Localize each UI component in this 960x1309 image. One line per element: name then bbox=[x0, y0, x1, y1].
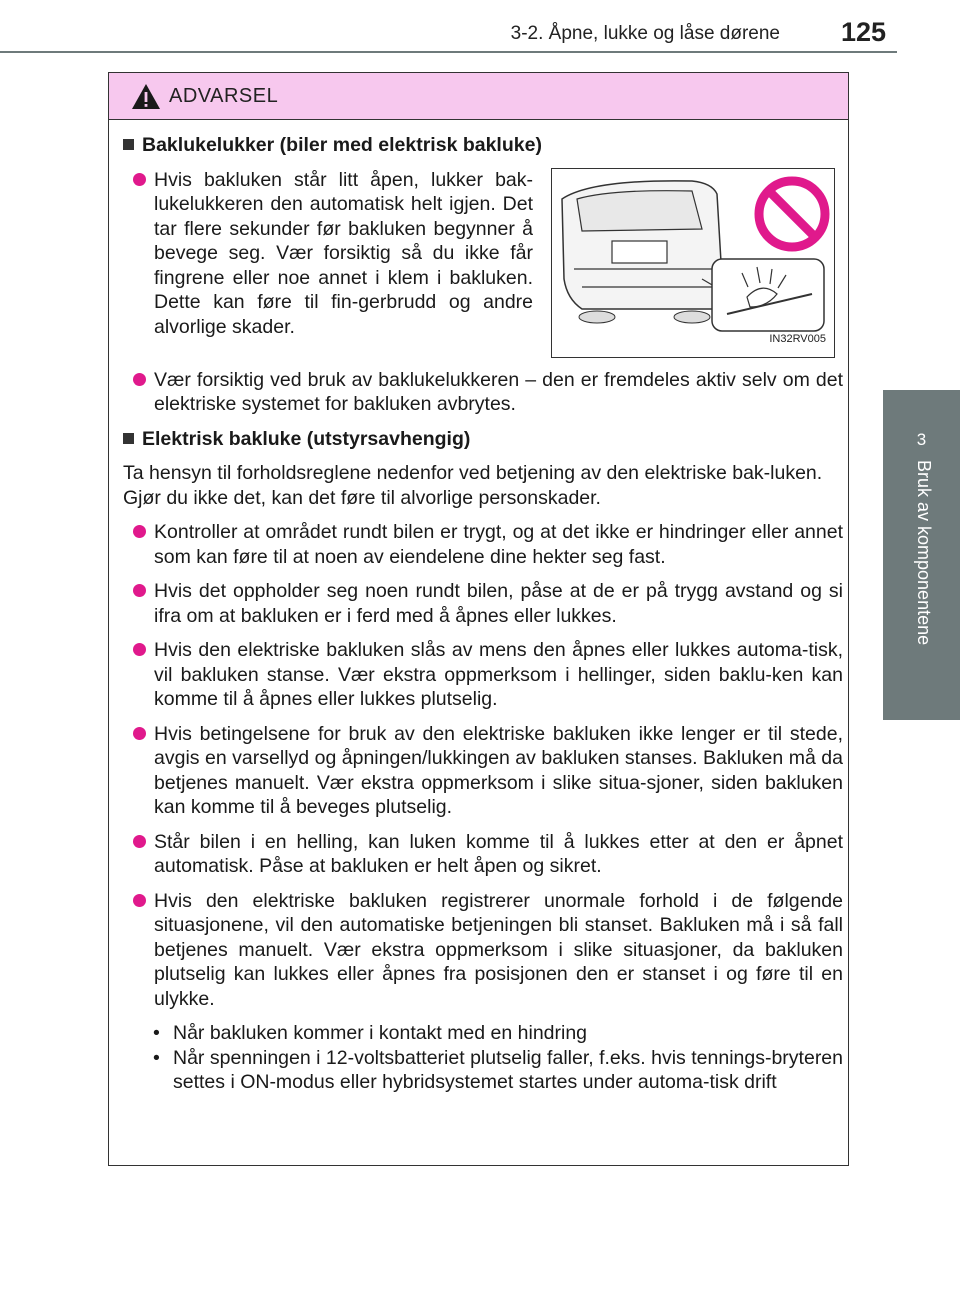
list-item-text: Vær forsiktig ved bruk av baklukelukkeren – den er fremdeles aktiv selv om det elektriske systemet for bakluken avbrytes. bbox=[154, 368, 843, 415]
list-item bbox=[123, 889, 843, 1012]
square-bullet-icon bbox=[123, 433, 134, 444]
bullet-dot-icon bbox=[133, 643, 146, 656]
intro-text-2: Gjør du ikke det, kan det føre til alvorlige personskader. bbox=[123, 486, 601, 509]
list-item bbox=[123, 830, 843, 879]
sub-bullet-marker: • bbox=[153, 1046, 160, 1069]
sub-list-item-text: Når spenningen i 12-voltsbatteriet plutselig faller, f.eks. hvis tennings-bryteren settes i ON-modus eller hybridsystemet startes under automa-tisk drift bbox=[173, 1046, 843, 1093]
list-item bbox=[123, 168, 533, 340]
page-header bbox=[0, 0, 960, 47]
chapter-title: Bruk av komponentene bbox=[914, 460, 934, 646]
list-item-text: Hvis den elektriske bakluken slås av mens den åpnes eller lukkes automa-tisk, vil bakluken stanse. Vær ekstra oppmerksom i hellinger, siden baklu-ken kan komme til å åpnes eller lukkes plutselig. bbox=[154, 639, 843, 710]
list-item bbox=[123, 579, 843, 628]
section-title: 3-2. Åpne, lukke og låse dørene bbox=[510, 23, 780, 44]
list-item bbox=[123, 638, 843, 712]
intro-text-1: Ta hensyn til forholdsreglene nedenfor ved betjening av den elektriske bak-luken. bbox=[123, 462, 823, 484]
header-divider bbox=[0, 51, 897, 53]
bullet-dot-icon bbox=[133, 584, 146, 597]
list-item-text: Står bilen i en helling, kan luken komme til å lukkes etter at den er åpnet automatisk. Påse at bakluken er helt åpen og sikret. bbox=[154, 830, 843, 877]
section-heading-text: Baklukelukker (biler med elektrisk bakluke) bbox=[142, 134, 542, 156]
warning-icon bbox=[131, 83, 161, 110]
list-item-text: Hvis den elektriske bakluken registrerer unormale forhold i de følgende situasjonene, vil den automatiske betjeningen bli stanset. Bakluken må i så fall betjenes manuelt. Vær ekstra oppmerksom i slike situasjoner, da bakluken plutselig kan lukkes eller åpnes fra posisjonen den er stanset i og føre til en ulykke. bbox=[154, 889, 843, 1010]
warning-header bbox=[109, 73, 848, 120]
square-bullet-icon bbox=[123, 139, 134, 150]
bullet-dot-icon bbox=[133, 894, 146, 907]
chapter-number: 3 bbox=[916, 430, 927, 449]
chapter-tab bbox=[883, 390, 960, 720]
list-item bbox=[123, 722, 843, 820]
bullet-dot-icon bbox=[133, 173, 146, 186]
section-heading-text: Elektrisk bakluke (utstyrsavhengig) bbox=[142, 427, 471, 450]
list-item bbox=[123, 368, 843, 417]
list-item-text: Hvis betingelsene for bruk av den elektriske bakluken ikke lenger er til stede, avgis en varsellyd og åpningen/lukkingen av bakluken stanses. Bakluken må da betjenes manuelt. Vær ekstra oppmerksom i slike situa-sjoner, siden bakluken kan komme til å beveges plutselig. bbox=[154, 722, 843, 818]
sub-list-item bbox=[123, 1046, 843, 1095]
section1-row bbox=[123, 168, 843, 358]
sub-list-item-text: Når bakluken kommer i kontakt med en hindring bbox=[173, 1022, 588, 1044]
illustration-tailgate bbox=[551, 168, 835, 358]
section-heading bbox=[123, 133, 843, 158]
bullet-dot-icon bbox=[133, 525, 146, 538]
sub-list-item bbox=[123, 1021, 843, 1046]
warning-content bbox=[123, 133, 843, 1095]
bullet-dot-icon bbox=[133, 835, 146, 848]
list-item-text: Hvis det oppholder seg noen rundt bilen, påse at de er på trygg avstand og si ifra om at bakluken er i ferd med å åpnes eller lukkes. bbox=[154, 580, 843, 627]
warning-title: ADVARSEL bbox=[169, 85, 279, 107]
warning-box bbox=[108, 72, 849, 1166]
bullet-dot-icon bbox=[133, 727, 146, 740]
list-item bbox=[123, 520, 843, 569]
intro-paragraph bbox=[123, 461, 843, 510]
figure-label: IN32RV005 bbox=[769, 333, 826, 345]
list-item-text: Hvis bakluken står litt åpen, lukker bak-lukelukkeren den automatisk helt igjen. Det tar flere sekunder før bakluken begynner å bevege seg. Vær forsiktig så du ikke får fingrene eller noe annet i klem i bakluken. Dette kan føre til fin-gerbrudd og andre alvorlige skader. bbox=[154, 168, 533, 338]
page-number: 125 bbox=[840, 17, 886, 47]
sub-bullet-marker: • bbox=[153, 1022, 160, 1044]
list-item-text: Kontroller at området rundt bilen er trygt, og at det ikke er hindringer eller annet som kan føre til at noen av eiendelene dine hekter seg fast. bbox=[154, 521, 843, 568]
bullet-dot-icon bbox=[133, 373, 146, 386]
section-heading bbox=[123, 427, 843, 452]
